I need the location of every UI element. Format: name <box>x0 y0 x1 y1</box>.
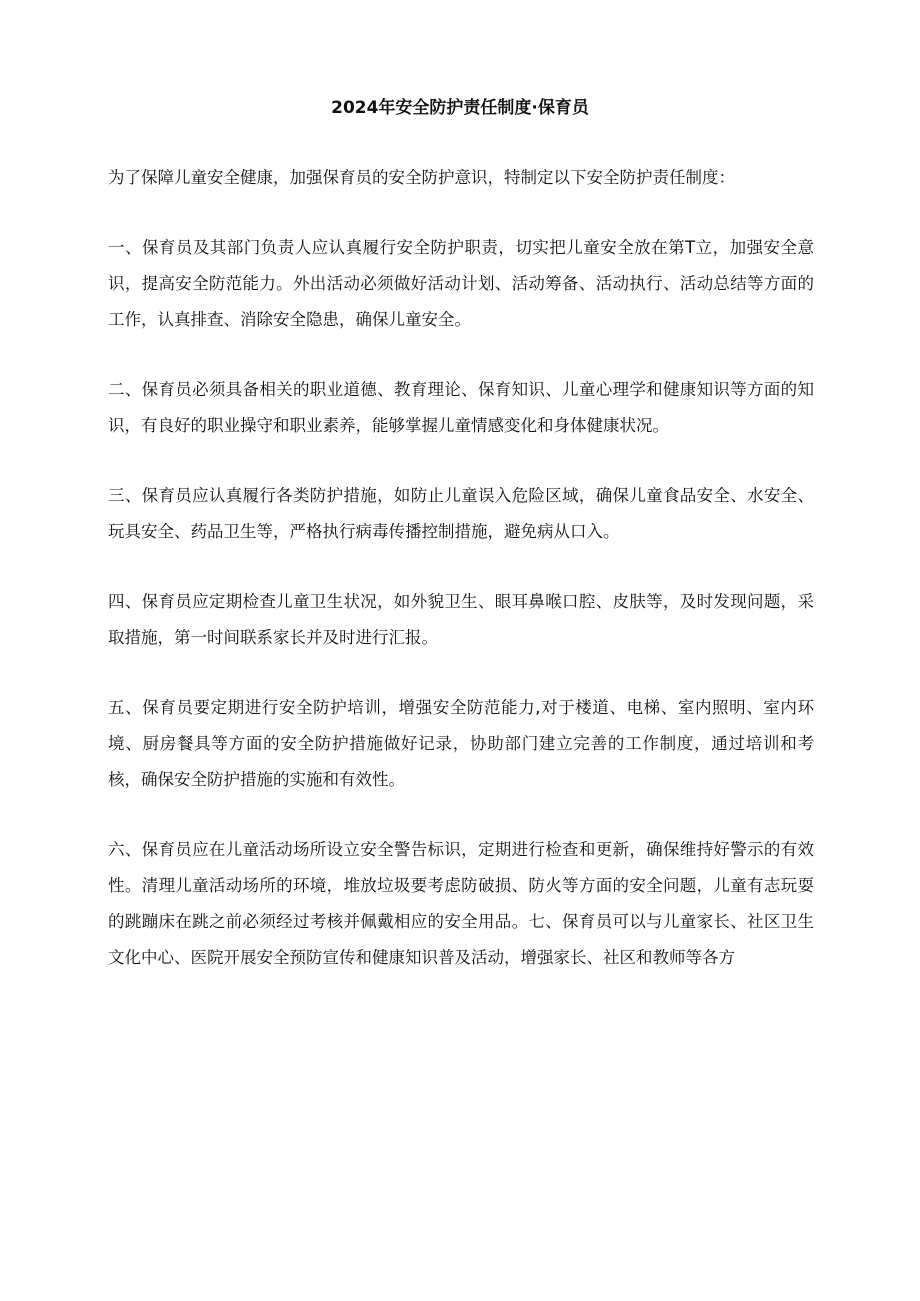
document-body <box>108 160 814 1010</box>
intro-paragraph: 为了保障儿童安全健康，加强保育员的安全防护意识，特制定以下安全防护责任制度： <box>108 168 735 187</box>
paragraph-4: 四、保育员应定期检查儿童卫生状况，如外貌卫生、眼耳鼻喉口腔、皮肤等，及时发现问题，采取措施，第一时间联系家长并及时进行汇报。 <box>108 592 814 647</box>
paragraph-3: 三、保育员应认真履行各类防护措施，如防止儿童误入危险区域，确保儿童食品安全、水安全、玩具安全、药品卫生等，严格执行病毒传播控制措施，避免病从口入。 <box>108 486 814 541</box>
paragraph-5: 五、保育员要定期进行安全防护培训，增强安全防范能力,对于楼道、电梯、室内照明、室内环境、厨房餐具等方面的安全防护措施做好记录，协助部门建立完善的工作制度，通过培训和考核，确保安全防护措施的实施和有效性。 <box>108 698 814 789</box>
paragraph-2: 二、保育员必须具备相关的职业道德、教育理论、保育知识、儿童心理学和健康知识等方面的知识，有良好的职业操守和职业素养，能够掌握儿童情感变化和身体健康状况。 <box>108 380 814 435</box>
paragraph-1: 一、保育员及其部门负责人应认真履行安全防护职责，切实把儿童安全放在第T立，加强安全意识，提高安全防范能力。外出活动必须做好活动计划、活动筹备、活动执行、活动总结等方面的工作，认真排查、消除安全隐患，确保儿童安全。 <box>108 238 814 329</box>
document-title: 2024年安全防护责任制度·保育员 <box>331 98 589 118</box>
paragraph-6: 六、保育员应在儿童活动场所设立安全警告标识，定期进行检查和更新，确保维持好警示的有效性。清理儿童活动场所的环境，堆放垃圾要考虑防破损、防火等方面的安全问题，儿童有志玩耍的跳蹦床在跳之前必须经过考核并佩戴相应的安全用品。七、保育员可以与儿童家长、社区卫生文化中心、医院开展安全预防宣传和健康知识普及活动，增强家长、社区和教师等各方 <box>108 840 814 967</box>
